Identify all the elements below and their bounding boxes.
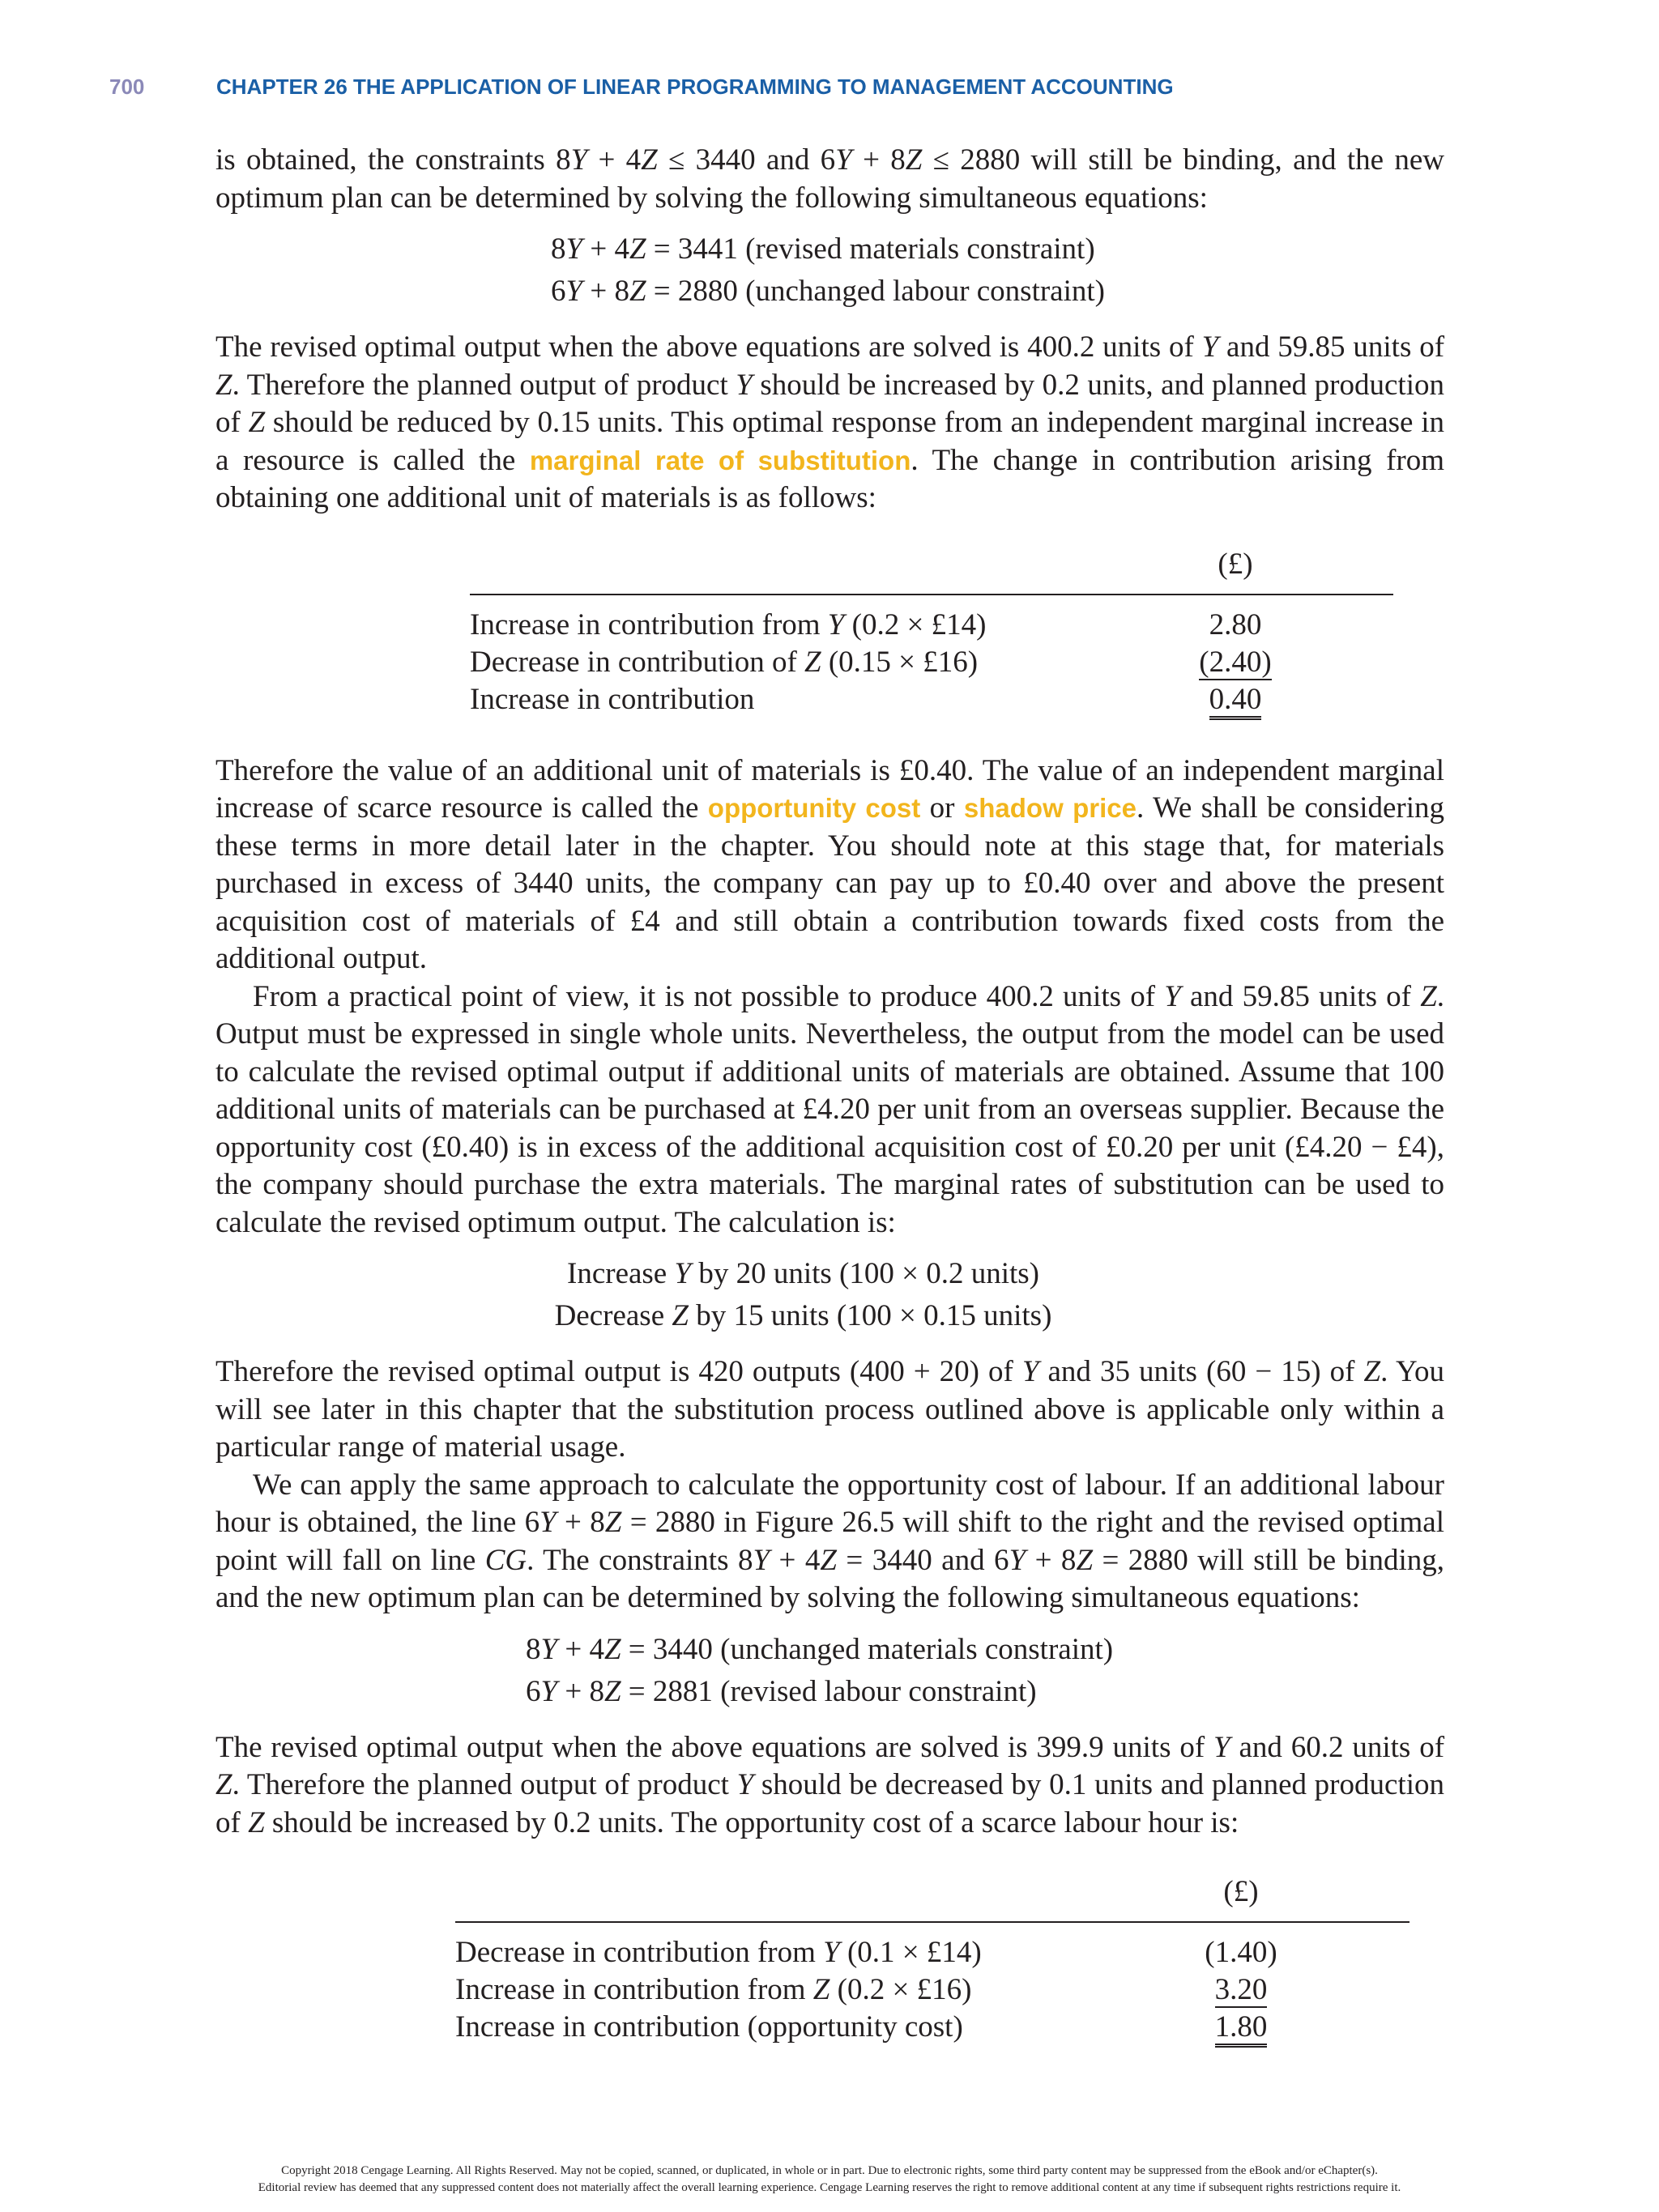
equation: 6Y + 8Z = 2880 (unchanged labour constraint) — [551, 275, 1105, 308]
key-term: opportunity cost — [707, 793, 921, 823]
page-body — [215, 142, 1444, 2080]
table-value: 1.80 — [1184, 2009, 1298, 2046]
paragraph: From a practical point of view, it is not possible to produce 400.2 units of Y and 59.85 units of Z. Output must be expressed in single whole units. Nevertheless, the output from the model can be used to calculate the revised optimal output if additional units of materials are obtained. Assume that 100 additional units of materials can be purchased at £4.20 per unit from an overseas supplier. Because the opportunity cost (£0.40) is in excess of the additional acquisition cost of £0.20 per unit (£4.20 − £4), the company should purchase the extra materials. The marginal rates of substitution can be used to calculate the revised optimum output. The calculation is: — [215, 979, 1445, 1239]
calculation-line: Increase Y by 20 units (100 × 0.2 units) — [567, 1257, 1039, 1290]
table-value: (2.40) — [1199, 645, 1272, 679]
equation: 8Y + 4Z = 3440 (unchanged materials constraint) — [526, 1632, 1114, 1666]
table-row: Increase in contribution from Z (0.2 × £16) — [455, 1973, 972, 2006]
table-row: Increase in contribution from Y (0.2 × £14) — [470, 607, 987, 641]
paragraph: Therefore the revised optimal output is 420 outputs (400 + 20) of Y and 35 units (60 − 15) of Z. You will see later in this chapter that the substitution process outlined above is applicable only within a particular range of material usage. — [215, 1355, 1444, 1464]
table-value: (1.40) — [1205, 1936, 1277, 1969]
table-row: Increase in contribution (opportunity cost) — [455, 2010, 963, 2044]
table-value: 3.20 — [1214, 1973, 1268, 2006]
equation: 8Y + 4Z = 3441 (revised materials constraint) — [551, 232, 1095, 266]
paragraph: is obtained, the constraints 8Y + 4Z ≤ 3440 and 6Y + 8Z ≤ 2880 will still be binding, and the new optimum plan can be determined by solving the following simultaneous equations: — [215, 143, 1444, 215]
table-row: Decrease in contribution of Z (0.15 × £16) — [470, 645, 979, 679]
paragraph: Therefore the value of an additional unit of materials is £0.40. The value of an independent marginal increase of scarce resource is called the opportunity cost or shadow price. We shall be considering these terms in more detail later in the chapter. You should note at this stage that, for materials purchased in excess of 3440 units, the company can pay up to £0.40 over and above the present acquisition cost of materials of £4 and still obtain a contribution towards fixed costs from the additional output. — [215, 753, 1444, 975]
unit-header: (£) — [1223, 1875, 1259, 1908]
table-row: Decrease in contribution from Y (0.1 × £14) — [455, 1936, 982, 1969]
copyright-footer — [0, 2163, 1659, 2197]
equation: 6Y + 8Z = 2881 (revised labour constraint) — [526, 1674, 1037, 1708]
unit-header: (£) — [1218, 547, 1253, 581]
paragraph: The revised optimal output when the above equations are solved is 399.9 units of Y and 60.2 units of Z. Therefore the planned output of product Y should be decreased by 0.1 units and planned production of Z should be increased by 0.2 units. The opportunity cost of a scarce labour hour is: — [215, 1730, 1445, 1839]
equation-block — [215, 1253, 1444, 1337]
key-term: marginal rate of substitution — [529, 445, 911, 475]
copyright-line: Editorial review has deemed that any suppressed content does not materially affect the overall learning experience. Cengage Learning reserves the right to remove additional content at any time if subsequent rights restrictions require it. — [258, 2181, 1401, 2194]
table-rule — [455, 1921, 1410, 1923]
paragraph: The revised optimal output when the above equations are solved is 400.2 units of Y and 59.85 units of Z. Therefore the planned output of product Y should be increased by 0.2 units, and planned production of Z should be reduced by 0.15 units. This optimal response from an independent marginal increase in a resource is called the marginal rate of substitution. The change in contribution arising from obtaining one additional unit of materials is as follows: — [215, 330, 1445, 514]
equation-block — [215, 228, 1444, 313]
page-header — [0, 75, 1659, 107]
paragraph: We can apply the same approach to calculate the opportunity cost of labour. If an additional labour hour is obtained, the line 6Y + 8Z = 2880 in Figure 26.5 will shift to the right and the revised optimal point will fall on line CG. The constraints 8Y + 4Z = 3440 and 6Y + 8Z = 2880 will still be binding, and the new optimum plan can be determined by solving the following simultaneous equations: — [215, 1468, 1444, 1614]
contribution-table — [470, 539, 1393, 720]
equation-block — [215, 1629, 1444, 1713]
table-row: Increase in contribution — [470, 682, 755, 716]
chapter-title: CHAPTER 26 THE APPLICATION OF LINEAR PROGRAMMING TO MANAGEMENT ACCOUNTING — [216, 75, 1174, 99]
copyright-line: Copyright 2018 Cengage Learning. All Rights Reserved. May not be copied, scanned, or duplicated, in whole or in part. Due to electronic rights, some third party content may be suppressed from the eBook and/or eChapter(s). — [281, 2164, 1378, 2177]
key-term: shadow price — [963, 793, 1137, 823]
table-value: 2.80 — [1209, 607, 1262, 641]
table-rule — [470, 594, 1393, 595]
table-value: 0.40 — [1179, 681, 1292, 718]
page-number: 700 — [109, 75, 145, 99]
opportunity-cost-table — [455, 1866, 1410, 2048]
calculation-line: Decrease Z by 15 units (100 × 0.15 units) — [554, 1299, 1052, 1332]
